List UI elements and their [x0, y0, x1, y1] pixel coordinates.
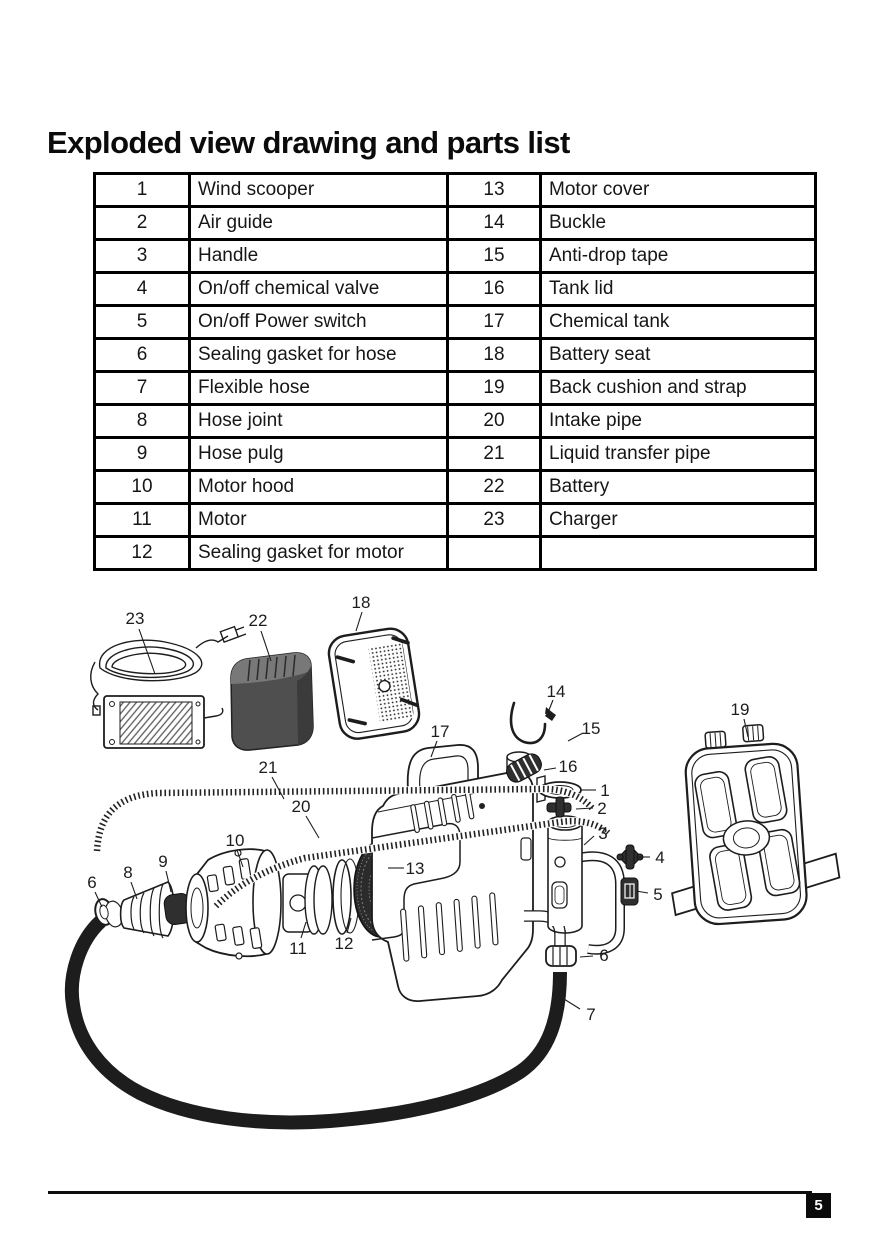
callout-7: 7 — [586, 1005, 596, 1024]
part-name: On/off Power switch — [190, 306, 448, 339]
callout-leader-17 — [431, 741, 437, 757]
callout-1: 1 — [600, 781, 610, 800]
callout-leader-3 — [584, 836, 594, 845]
motor-hood-drawing — [186, 849, 281, 959]
part-name: Chemical tank — [541, 306, 816, 339]
callout-18: 18 — [351, 593, 371, 612]
callout-6: 6 — [599, 946, 609, 965]
motor-drawing — [283, 866, 332, 934]
part-number: 22 — [448, 471, 541, 504]
part-name: Back cushion and strap — [541, 372, 816, 405]
battery-seat-drawing — [326, 626, 421, 741]
callout-16: 16 — [558, 757, 578, 776]
part-number: 2 — [95, 207, 190, 240]
part-name: Anti-drop tape — [541, 240, 816, 273]
table-row — [95, 273, 816, 306]
part-number: 9 — [95, 438, 190, 471]
part-number: 18 — [448, 339, 541, 372]
table-row — [95, 240, 816, 273]
part-name: Hose pulg — [190, 438, 448, 471]
callout-leader-18 — [356, 612, 362, 631]
table-row — [95, 174, 816, 207]
callout-4: 4 — [655, 848, 665, 867]
part-number: 14 — [448, 207, 541, 240]
part-name: Buckle — [541, 207, 816, 240]
part-number: 23 — [448, 504, 541, 537]
part-number: 6 — [95, 339, 190, 372]
table-row — [95, 438, 816, 471]
part-name: Liquid transfer pipe — [541, 438, 816, 471]
table-row — [95, 504, 816, 537]
battery-drawing — [231, 653, 313, 750]
callout-21: 21 — [258, 758, 278, 777]
callout-leader-14 — [549, 700, 553, 710]
part-number: 13 — [448, 174, 541, 207]
callout-11: 11 — [289, 939, 307, 958]
callout-5: 5 — [653, 885, 663, 904]
callout-3: 3 — [598, 824, 608, 843]
footer-rule — [48, 1191, 812, 1194]
callout-15: 15 — [581, 719, 601, 738]
page-number-badge: 5 — [806, 1193, 831, 1218]
table-row — [95, 405, 816, 438]
callout-leader-20 — [306, 816, 319, 838]
part-number: 21 — [448, 438, 541, 471]
chemical-tank-drawing — [372, 745, 560, 1001]
part-name: Intake pipe — [541, 405, 816, 438]
part-number: 5 — [95, 306, 190, 339]
callout-23: 23 — [125, 609, 145, 628]
part-number: 15 — [448, 240, 541, 273]
part-name: Motor — [190, 504, 448, 537]
callout-22: 22 — [248, 611, 268, 630]
part-number: 16 — [448, 273, 541, 306]
part-name: Battery — [541, 471, 816, 504]
callout-8: 8 — [123, 863, 133, 882]
callout-12: 12 — [334, 934, 354, 953]
part-number: 20 — [448, 405, 541, 438]
part-name: Motor hood — [190, 471, 448, 504]
table-row — [95, 339, 816, 372]
table-row — [95, 207, 816, 240]
power-switch-drawing — [621, 878, 638, 905]
callout-leader-16 — [544, 768, 556, 770]
part-name: Charger — [541, 504, 816, 537]
part-name: Handle — [190, 240, 448, 273]
part-number: 10 — [95, 471, 190, 504]
buckle-drawing — [545, 707, 556, 721]
callout-leader-6 — [580, 956, 593, 957]
callout-20: 20 — [291, 797, 311, 816]
back-cushion-drawing — [661, 720, 842, 927]
callout-leader-7 — [564, 999, 580, 1009]
part-name: On/off chemical valve — [190, 273, 448, 306]
part-number: 4 — [95, 273, 190, 306]
callout-6: 6 — [87, 873, 97, 892]
anti-drop-tape-drawing — [511, 703, 545, 743]
charger-drawing — [91, 627, 246, 748]
part-name: Battery seat — [541, 339, 816, 372]
part-number: 3 — [95, 240, 190, 273]
part-number: 7 — [95, 372, 190, 405]
callout-leader-23 — [139, 629, 155, 674]
page-title: Exploded view drawing and parts list — [47, 124, 570, 160]
part-name: Sealing gasket for motor — [190, 537, 448, 570]
callout-9: 9 — [158, 852, 168, 871]
part-name: Tank lid — [541, 273, 816, 306]
parts-table — [93, 172, 817, 571]
callout-10: 10 — [225, 831, 245, 850]
callout-14: 14 — [546, 682, 566, 701]
part-name: Hose joint — [190, 405, 448, 438]
part-name: Wind scooper — [190, 174, 448, 207]
part-name — [541, 537, 816, 570]
part-name: Air guide — [190, 207, 448, 240]
table-row — [95, 372, 816, 405]
table-row — [95, 537, 816, 570]
callout-13: 13 — [405, 859, 425, 878]
part-number: 12 — [95, 537, 190, 570]
table-row — [95, 471, 816, 504]
air-guide-drawing — [547, 797, 571, 817]
part-number: 17 — [448, 306, 541, 339]
part-number: 11 — [95, 504, 190, 537]
part-number: 19 — [448, 372, 541, 405]
callout-19: 19 — [730, 700, 750, 719]
part-name: Sealing gasket for hose — [190, 339, 448, 372]
hose-gasket-right-drawing — [546, 946, 576, 966]
callout-17: 17 — [430, 722, 450, 741]
part-number — [448, 537, 541, 570]
part-name: Flexible hose — [190, 372, 448, 405]
callout-2: 2 — [597, 799, 607, 818]
exploded-view-drawing — [0, 575, 874, 1190]
part-name: Motor cover — [541, 174, 816, 207]
part-number: 1 — [95, 174, 190, 207]
table-row — [95, 306, 816, 339]
part-number: 8 — [95, 405, 190, 438]
